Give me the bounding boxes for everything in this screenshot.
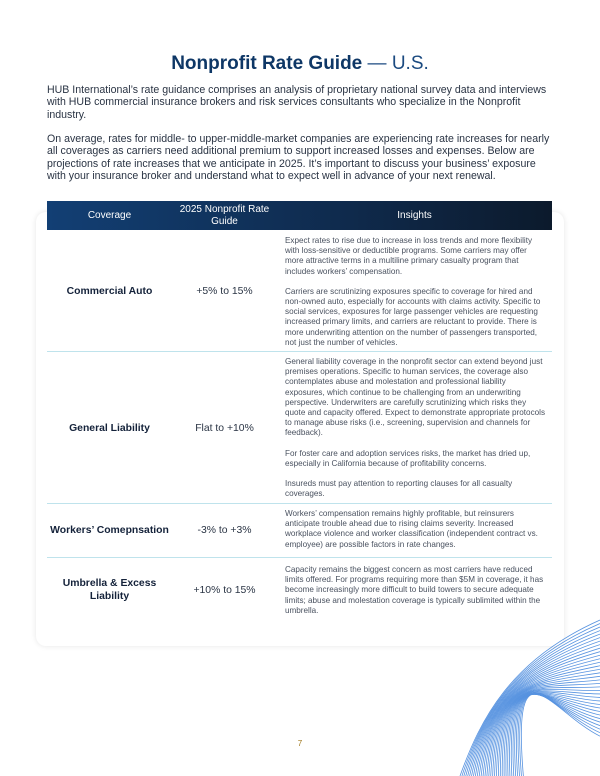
insight-text: General liability coverage in the nonprofit sector can extend beyond just premises operations. Specific to human services, the coverage also contemplates abuse and molestation and professional liability exposures, which continue to be challenging from an underwriting perspective. Underwriters are carefully scrutinizing which risks they quote and capacity offered. Expect to demonstrate appropriate protocols to manage abuse risks (i.e., screening, supervision and channels for feedback). [285, 357, 546, 438]
coverage-cell: Workers’ Comepnsation [50, 524, 169, 536]
page-title-region: — U.S. [362, 53, 429, 74]
coverage-cell: General Liability [69, 422, 150, 434]
intro-paragraph-2: On average, rates for middle- to upper-middle-market companies are experiencing rate increases for nearly all coverages as carriers need additional premium to support increased losses and expenses. Below are projections of rate increases that we anticipate in 2025. It’s important to discuss your business’ exposure with your insurance broker and understand what to expect well in advance of your next renewal. [47, 133, 550, 182]
wave-line [462, 624, 600, 776]
row-divider [47, 557, 552, 558]
insights-cell [285, 509, 547, 550]
insights-cell [285, 357, 547, 499]
intro-paragraph-1: HUB International’s rate guidance comprises an analysis of proprietary national survey data and interviews with HUB commercial insurance brokers and risk services consultants who specialize in the Nonprofit industry. [47, 84, 547, 121]
page-title [0, 52, 600, 76]
page-title-main: Nonprofit Rate Guide [171, 53, 363, 74]
coverage-cell: Commercial Auto [66, 285, 153, 297]
coverage-cell: Umbrella & Excess Liability [62, 578, 157, 602]
wave-line [511, 694, 600, 776]
rate-cell: -3% to +3% [197, 524, 252, 536]
insights-cell [285, 236, 547, 348]
insight-text: Insureds must pay attention to reporting clauses for all casualty coverages. [285, 479, 513, 499]
insight-text: For foster care and adoption services risks, the market has dried up, especially in California because of profitability concerns. [285, 448, 531, 468]
row-divider [47, 351, 552, 352]
header-rate-guide: 2025 Nonprofit Rate Guide [179, 203, 270, 227]
wave-line [513, 694, 600, 776]
insight-text: Carriers are scrutinizing exposures specific to coverage for hired and non-owned auto, especially for accounts with claims activity. Specific to social services, exposures for large passenger vehicles are requesting increased primary limits, and carriers are reluctant to provide. There is more underwriting attention on the number of passengers transported, not just the number of vehicles. [285, 286, 541, 347]
decorative-waves-graphic [440, 600, 600, 776]
insight-text: Workers’ compensation remains highly profitable, but reinsurers anticipate trouble ahead due to rising claims severity. Increased workplace violence and worker classification (independent contract vs. employee) are possible factors in rate changes. [285, 509, 538, 549]
rate-cell: +10% to 15% [193, 584, 256, 596]
row-divider [47, 503, 552, 504]
header-coverage: Coverage [87, 209, 132, 221]
header-insights: Insights [397, 209, 432, 221]
insight-text: Expect rates to rise due to increase in loss trends and more flexibility with loss-sensitive or deductible programs. Some carriers may offer more attractive terms in a multiline primary casualty program that includes workers’ compensation. [285, 236, 533, 276]
page-number: 7 [297, 739, 303, 748]
rate-cell: Flat to +10% [195, 422, 254, 434]
wave-line [515, 694, 600, 776]
table-row [47, 236, 552, 346]
rate-cell: +5% to 15% [196, 285, 253, 297]
table-row [47, 509, 552, 551]
table-row [47, 357, 552, 499]
table-header [47, 201, 552, 230]
insight-text: Capacity remains the biggest concern as most carriers have reduced limits offered. For programs requiring more than $5M in coverage, it has become increasingly more difficult to build towers to secure adequate limits; abuse and molestation coverage is typically sublimited within the umbrella. [285, 565, 544, 615]
